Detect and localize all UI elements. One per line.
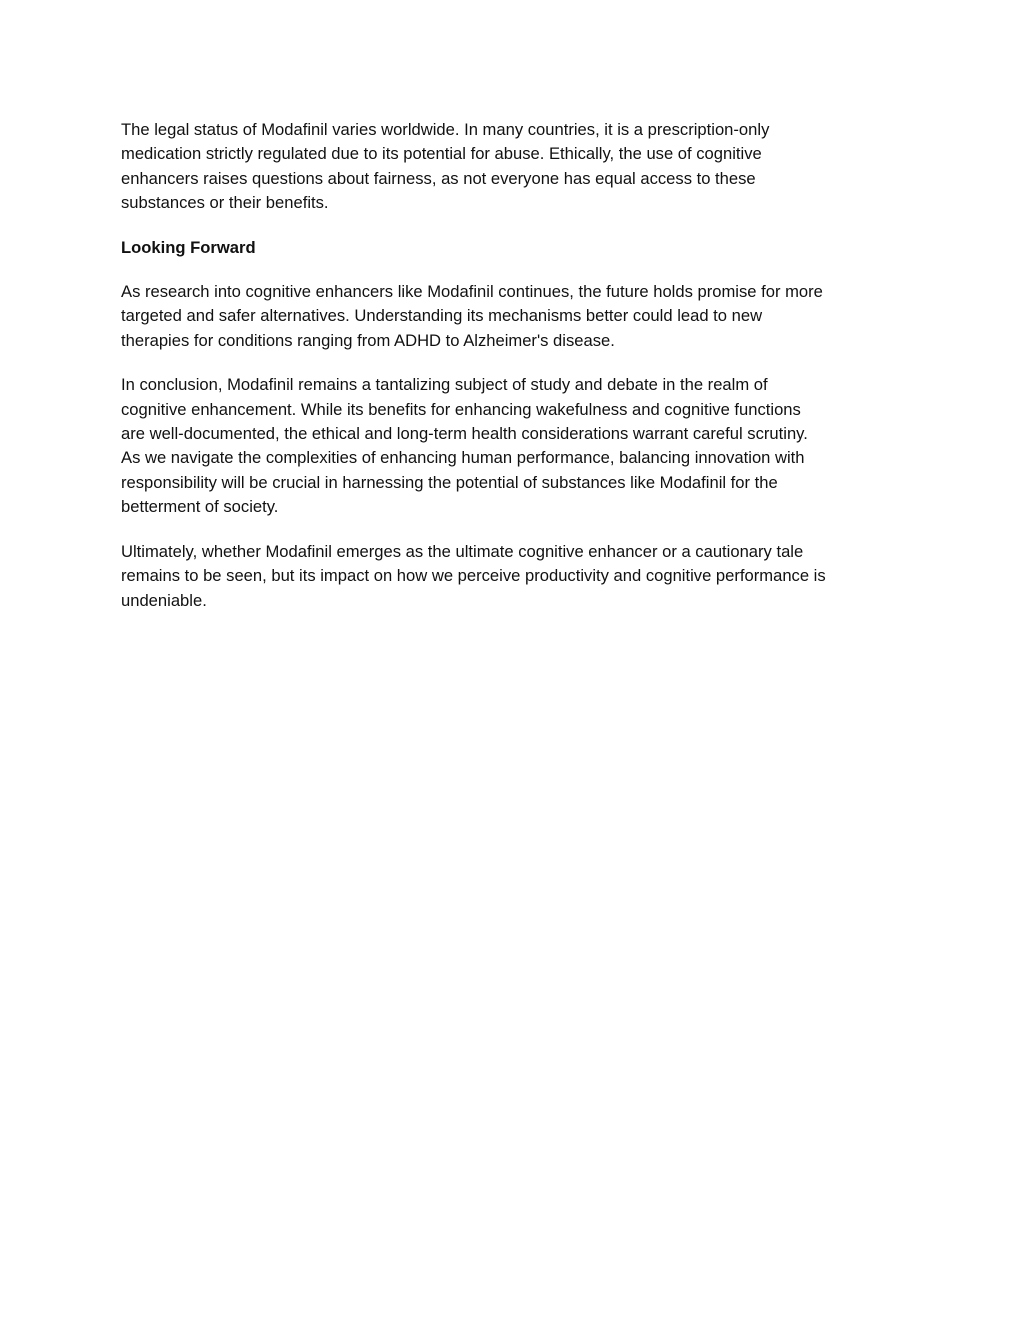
- legal-status-paragraph: The legal status of Modafinil varies worldwide. In many countries, it is a prescription-only medication strictly regulated due to its potential for abuse. Ethically, the use of cognitive enhancers raises questions about fairness, as not everyone has equal access to these substances or their benefits.: [121, 120, 770, 213]
- section-heading: Looking Forward: [121, 237, 256, 257]
- conclusion-paragraph: In conclusion, Modafinil remains a tantalizing subject of study and debate in the realm of cognitive enhancement. While its benefits for enhancing wakefulness and cognitive functions are well-documented, the ethical and long-term health considerations warrant careful scrutiny. As we navigate the complexities of enhancing human performance, balancing innovation with responsibility will be crucial in harnessing the potential of substances like Modafinil for the betterment of society.: [121, 375, 808, 517]
- document-page: [121, 118, 911, 613]
- closing-paragraph: Ultimately, whether Modafinil emerges as the ultimate cognitive enhancer or a cautionary tale remains to be seen, but its impact on how we perceive productivity and cognitive performance is undeniable.: [121, 541, 826, 610]
- research-paragraph: As research into cognitive enhancers like Modafinil continues, the future holds promise for more targeted and safer alternatives. Understanding its mechanisms better could lead to new therapies for conditions ranging from ADHD to Alzheimer's disease.: [121, 282, 823, 350]
